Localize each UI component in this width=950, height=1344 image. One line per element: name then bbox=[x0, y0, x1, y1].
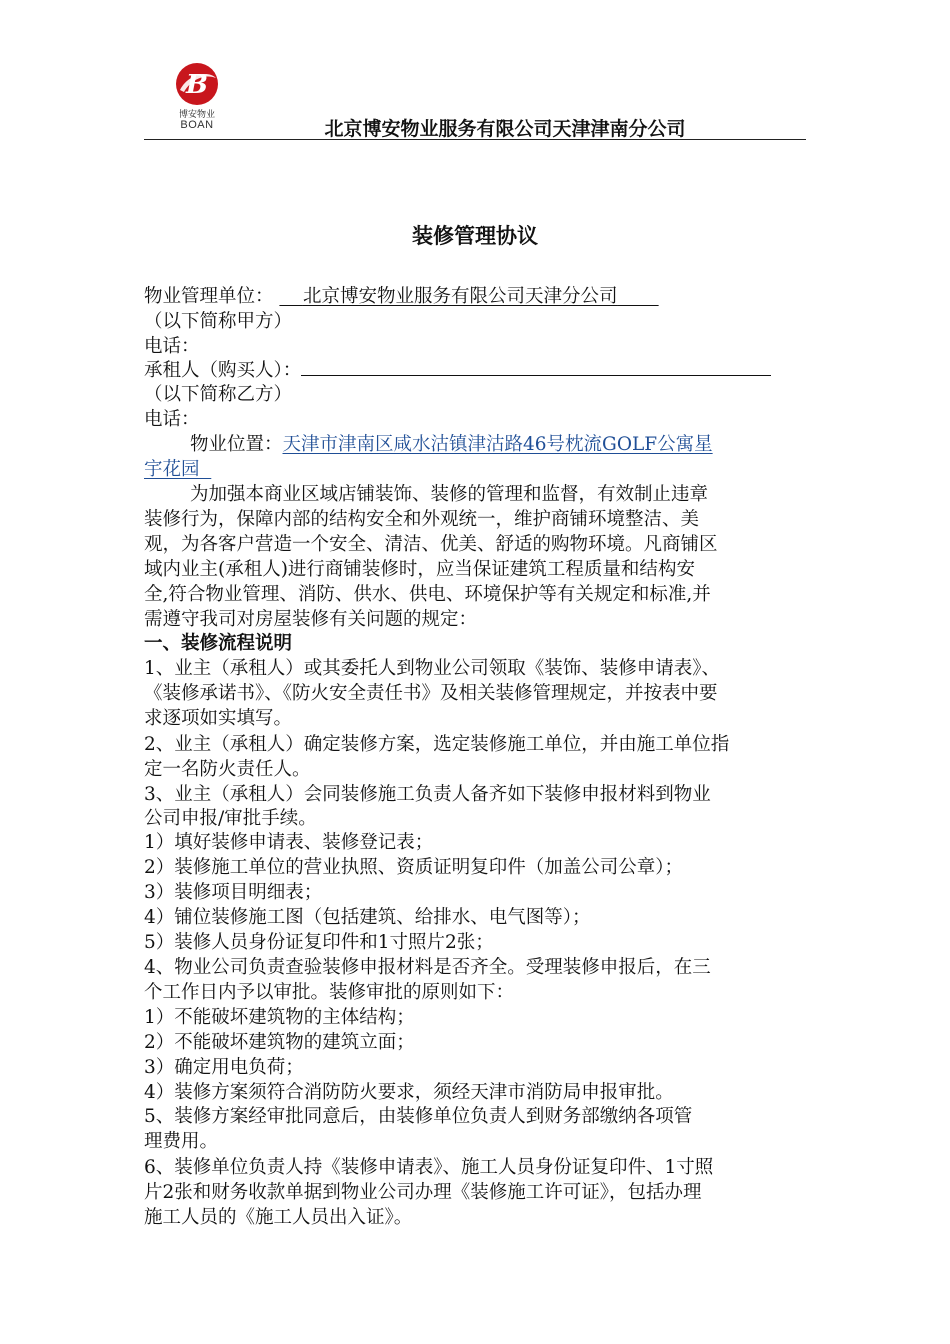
body-line: 4）铺位装修施工图（包括建筑、给排水、电气图等）； bbox=[144, 907, 591, 928]
document-title: 装修管理协议 bbox=[412, 224, 538, 248]
body-line: 1）不能破坏建筑物的主体结构； bbox=[144, 1007, 415, 1028]
party-b-blank bbox=[301, 359, 771, 376]
body-line: 4）装修方案须符合消防防火要求，须经天津市消防局申报审批。 bbox=[144, 1082, 674, 1103]
party-a-label: 物业管理单位： bbox=[144, 286, 274, 307]
party-b-row bbox=[144, 358, 771, 383]
party-a-note: （以下简称甲方） bbox=[144, 311, 293, 332]
body-line: 理费用。 bbox=[144, 1131, 219, 1152]
boan-logo-icon bbox=[166, 60, 228, 108]
body-line: 3）装修项目明细表； bbox=[144, 882, 323, 903]
body-line: 3）确定用电负荷； bbox=[144, 1057, 304, 1078]
body-line: 2、业主（承租人）确定装修方案，选定装修施工单位，并由施工单位指 bbox=[144, 734, 730, 755]
intro-line: 全,符合物业管理、消防、供水、供电、环境保护等有关规定和标准,并 bbox=[144, 584, 711, 605]
location-label: 物业位置： bbox=[190, 434, 283, 455]
intro-line: 域内业主(承租人)进行商铺装修时，应当保证建筑工程质量和结构安 bbox=[144, 559, 695, 580]
location-row bbox=[144, 432, 713, 457]
location-link[interactable]: 天津市津南区咸水沽镇津沽路46号枕流GOLF公寓星 bbox=[282, 434, 713, 455]
body-line: 求逐项如实填写。 bbox=[144, 708, 293, 729]
company-header: 北京博安物业服务有限公司天津津南分公司 bbox=[324, 118, 686, 140]
intro-line: 为加强本商业区域店铺装饰、装修的管理和监督，有效制止违章 bbox=[190, 484, 709, 505]
party-b-label: 承租人（购买人）： bbox=[144, 360, 302, 381]
party-a-value: 北京博安物业服务有限公司天津分公司 bbox=[302, 286, 618, 307]
intro-line: 装修行为，保障内部的结构安全和外观统一，维护商铺环境整洁、美 bbox=[144, 509, 700, 530]
location-row-2 bbox=[144, 457, 211, 482]
body-line: 定一名防火责任人。 bbox=[144, 759, 311, 780]
header-divider bbox=[144, 139, 806, 140]
party-b-note: （以下简称乙方） bbox=[144, 384, 293, 405]
svg-text:B: B bbox=[186, 70, 208, 100]
company-logo bbox=[166, 60, 228, 138]
body-line: 4、物业公司负责查验装修申报材料是否齐全。受理装修申报后，在三 bbox=[144, 957, 711, 978]
logo-text-cn: 博安物业 bbox=[178, 110, 215, 120]
body-line: 公司申报/审批手续。 bbox=[144, 808, 317, 829]
body-line: 2）不能破坏建筑物的建筑立面； bbox=[144, 1032, 415, 1053]
body-line: 5、装修方案经审批同意后，由装修单位负责人到财务部缴纳各项管 bbox=[144, 1106, 693, 1127]
body-line: 3、业主（承租人）会同装修施工负责人备齐如下装修申报材料到物业 bbox=[144, 784, 711, 805]
body-line: 《装修承诺书》、《防火安全责任书》及相关装修管理规定，并按表中要 bbox=[144, 683, 718, 704]
intro-line: 观，为各客户营造一个安全、清洁、优美、舒适的购物环境。凡商铺区 bbox=[144, 534, 718, 555]
body-line: 个工作日内予以审批。装修审批的原则如下： bbox=[144, 982, 515, 1003]
body-line: 1）填好装修申请表、装修登记表； bbox=[144, 832, 434, 853]
body-line: 2）装修施工单位的营业执照、资质证明复印件（加盖公司公章）； bbox=[144, 857, 684, 878]
location-link-cont[interactable]: 宇花园 bbox=[144, 459, 200, 480]
body-line: 施工人员的《施工人员出入证》。 bbox=[144, 1207, 413, 1228]
phone-a-label: 电话： bbox=[144, 336, 200, 357]
logo-text-en: BOAN bbox=[180, 119, 214, 131]
intro-line: 需遵守我司对房屋装修有关问题的规定： bbox=[144, 609, 478, 630]
body-line: 1、业主（承租人）或其委托人到物业公司领取《装饰、装修申请表》、 bbox=[144, 658, 721, 679]
section-heading: 一、装修流程说明 bbox=[144, 633, 293, 654]
body-line: 6、装修单位负责人持《装修申请表》、施工人员身份证复印件、1寸照 bbox=[144, 1157, 714, 1178]
body-line: 5）装修人员身份证复印件和1寸照片2张； bbox=[144, 932, 494, 953]
body-line: 片2张和财务收款单据到物业公司办理《装修施工许可证》，包括办理 bbox=[144, 1182, 702, 1203]
phone-b-label: 电话： bbox=[144, 409, 200, 430]
party-a-row bbox=[144, 284, 659, 309]
